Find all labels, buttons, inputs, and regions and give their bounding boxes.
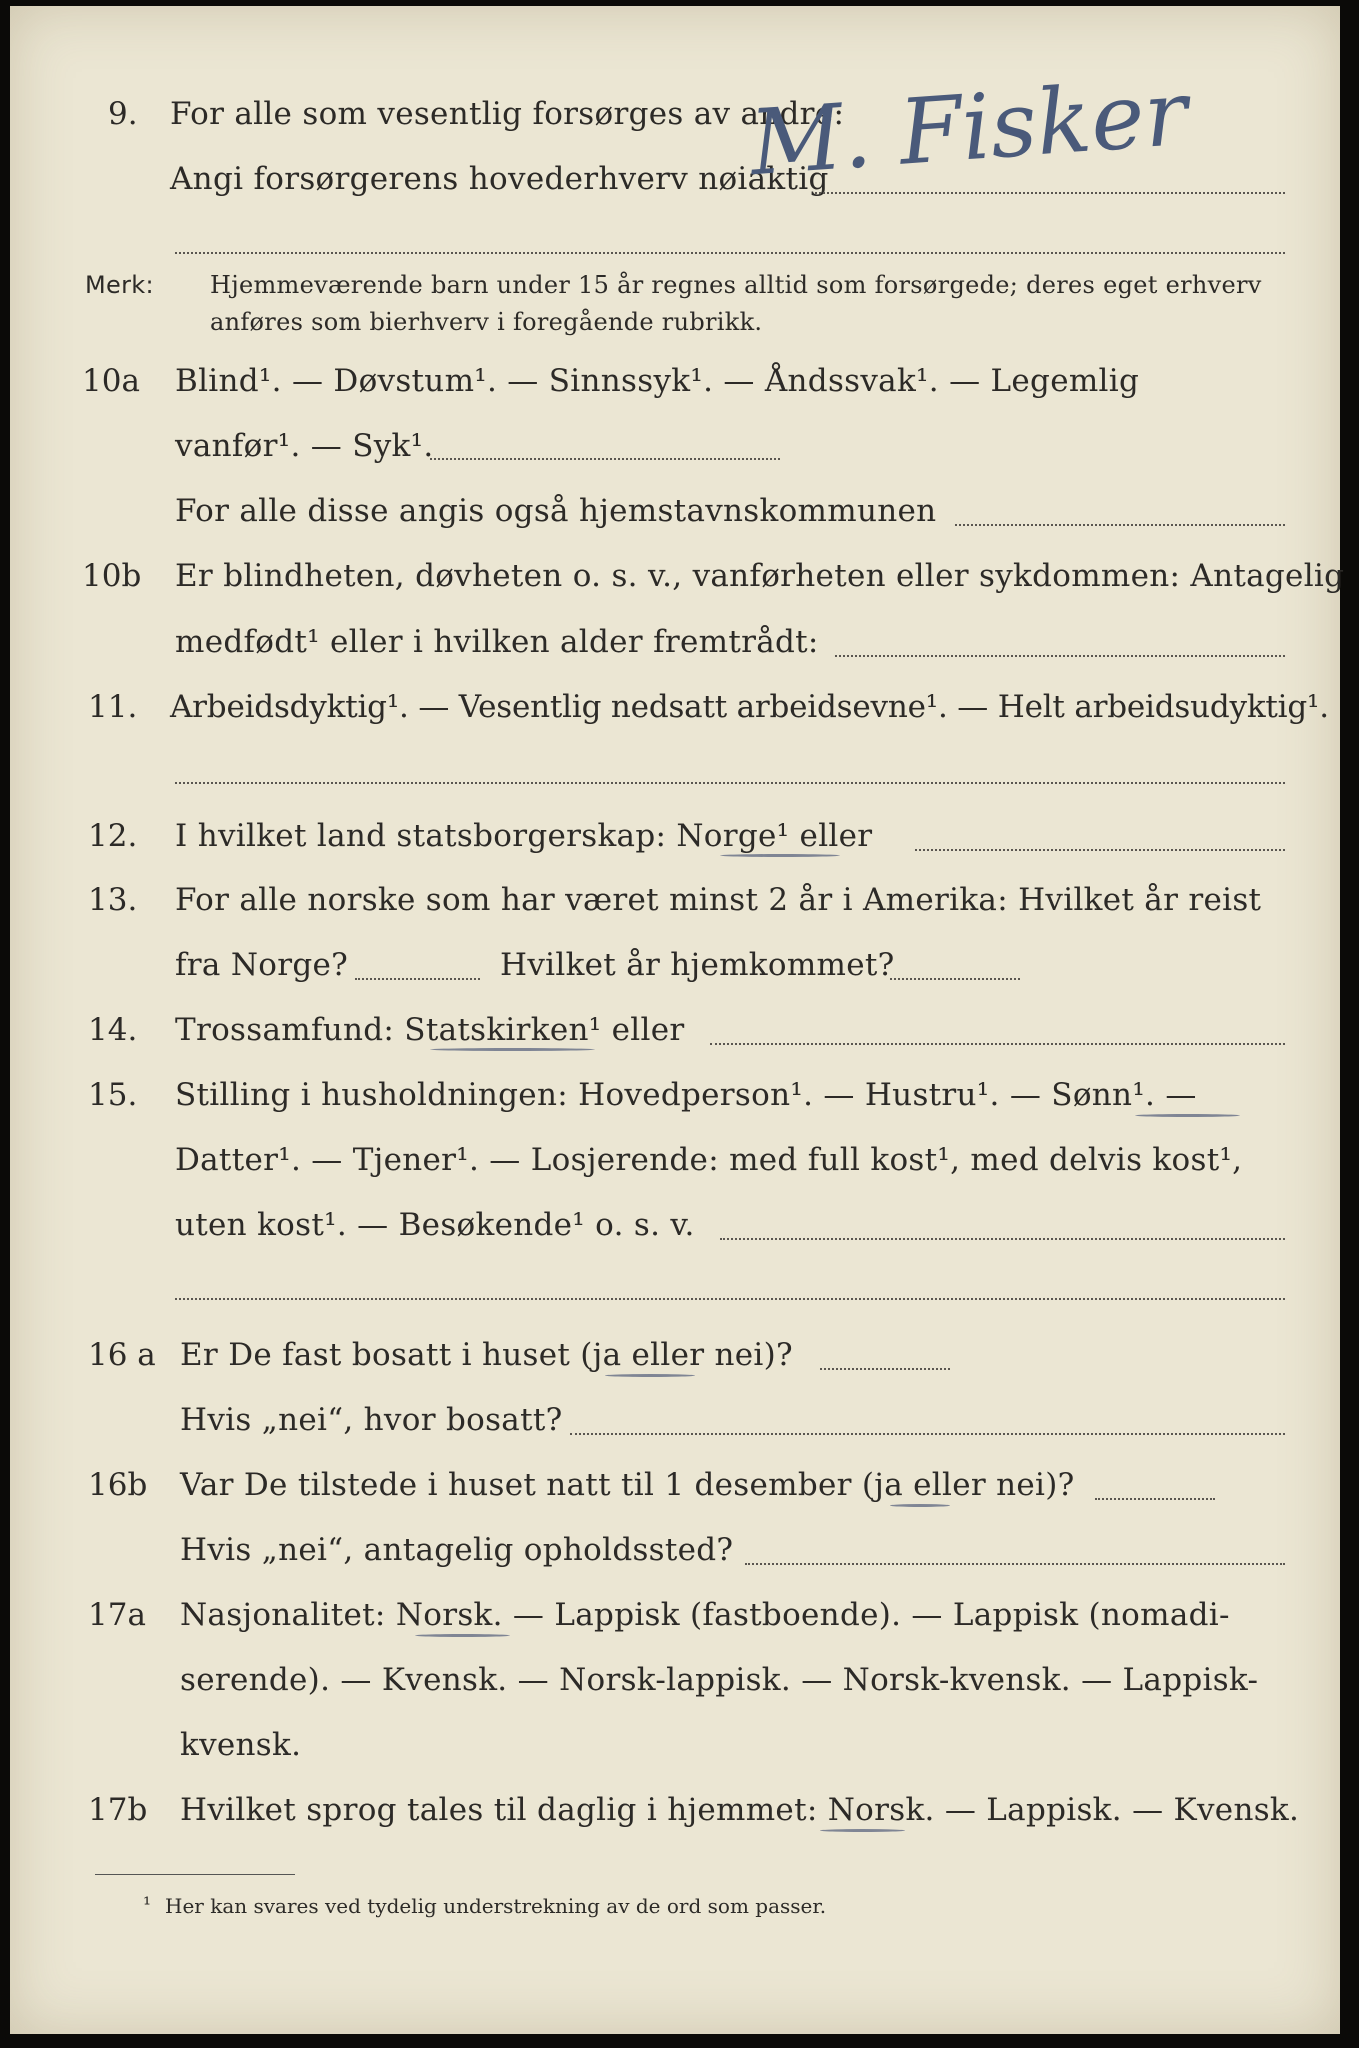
q10b-line2: medfødt¹ eller i hvilken alder fremtrådt: xyxy=(175,624,819,660)
q10a-line2: vanfør¹. — Syk¹. xyxy=(175,428,434,464)
q13-hjemkommet-dotted-line xyxy=(890,978,1020,980)
q15-sonn-underline xyxy=(1135,1114,1240,1117)
merk-line1: Hjemmeværende barn under 15 år regnes alltid som forsørgede; deres eget erhverv xyxy=(210,271,1262,299)
q11-line1: Arbeidsdyktig¹. — Vesentlig nedsatt arbeidsevne¹. — Helt arbeidsudyktig¹. xyxy=(170,689,1329,725)
q15-line3: uten kost¹. — Besøkende¹ o. s. v. xyxy=(175,1207,695,1243)
q17b-norsk-underline xyxy=(820,1829,905,1832)
q10b-dotted-line xyxy=(835,655,1285,657)
item-number-13: 13. xyxy=(88,882,138,918)
census-form-page xyxy=(10,6,1345,2034)
item-number-17a: 17a xyxy=(88,1597,146,1633)
item-number-15: 15. xyxy=(88,1077,138,1113)
q11-dotted-line xyxy=(175,782,1285,784)
q10a-line1: Blind¹. — Døvstum¹. — Sinnssyk¹. — Åndssvak¹. — Legemlig xyxy=(175,363,1140,399)
item-number-14: 14. xyxy=(88,1012,138,1048)
q17b-line1: Hvilket sprog tales til daglig i hjemmet: Norsk. — Lappisk. — Kvensk. xyxy=(180,1792,1300,1828)
q10a-line3: For alle disse angis også hjemstavnskommunen xyxy=(175,493,937,529)
q13-reist-dotted-line xyxy=(355,978,480,980)
q15-line2: Datter¹. — Tjener¹. — Losjerende: med full kost¹, med delvis kost¹, xyxy=(175,1142,1243,1178)
q16a-line1: Er De fast bosatt i huset (ja eller nei)? xyxy=(180,1337,793,1373)
q16b-line2: Hvis „nei“, antagelig opholdssted? xyxy=(180,1532,734,1568)
q16a-bosatt-dotted-line xyxy=(570,1433,1285,1435)
q16b-opholdssted-dotted-line xyxy=(745,1563,1285,1565)
q17a-line1: Nasjonalitet: Norsk. — Lappisk (fastboende). — Lappisk (nomadi- xyxy=(180,1597,1230,1633)
q10b-line1: Er blindheten, døvheten o. s. v., vanførheten eller sykdommen: Antagelig xyxy=(175,558,1345,594)
item-number-12: 12. xyxy=(88,818,138,854)
q17a-norsk-underline xyxy=(415,1634,510,1637)
q9-answer-dotted-line xyxy=(815,192,1285,194)
q13-line1: For alle norske som har været minst 2 år i Amerika: Hvilket år reist xyxy=(175,882,1262,918)
merk-line2: anføres som bierhverv i foregående rubrikk. xyxy=(210,308,763,336)
q12-norge-underline xyxy=(720,854,840,857)
q12-dotted-line xyxy=(915,849,1285,851)
q10a-hjemstavn-dotted-line xyxy=(955,524,1285,526)
q10a-syk-dotted-line xyxy=(430,458,780,460)
q16b-dotted-line xyxy=(1095,1498,1215,1500)
merk-label: Merk: xyxy=(85,271,154,299)
footnote-mark: ¹ xyxy=(143,1892,152,1916)
q17a-line2: serende). — Kvensk. — Norsk-lappisk. — Norsk-kvensk. — Lappisk- xyxy=(180,1662,1259,1698)
q17a-line3: kvensk. xyxy=(180,1727,302,1763)
q16a-dotted-line xyxy=(820,1368,950,1370)
q13-line2: fra Norge? xyxy=(175,947,349,983)
q12-line1: I hvilket land statsborgerskap: Norge¹ eller xyxy=(175,818,873,854)
q9-line2: Angi forsørgerens hovederhverv nøiaktig xyxy=(170,161,829,197)
item-number-10b: 10b xyxy=(82,558,142,594)
q16b-ja-underline xyxy=(890,1504,950,1507)
q14-line1: Trossamfund: Statskirken¹ eller xyxy=(175,1012,685,1048)
q9-line1: For alle som vesentlig forsørges av andre: xyxy=(170,96,845,132)
q15-line1: Stilling i husholdningen: Hovedperson¹. — Hustru¹. — Sønn¹. — xyxy=(175,1077,1197,1113)
footnote-rule xyxy=(95,1874,295,1875)
item-number-17b: 17b xyxy=(88,1792,148,1828)
item-number-9: 9. xyxy=(108,96,138,132)
q15-dotted-line xyxy=(720,1238,1285,1240)
q9-second-dotted-line xyxy=(175,252,1285,254)
item-number-16b: 16b xyxy=(88,1467,148,1503)
q14-statskirken-underline xyxy=(430,1048,595,1051)
q16a-ja-underline xyxy=(605,1374,695,1377)
q16a-line2: Hvis „nei“, hvor bosatt? xyxy=(180,1402,563,1438)
q16b-line1: Var De tilstede i huset natt til 1 desember (ja eller nei)? xyxy=(180,1467,1075,1503)
q9-handwritten-answer: M. Fisker xyxy=(746,60,1191,197)
footnote-text: Her kan svares ved tydelig understrekning av de ord som passer. xyxy=(165,1894,827,1918)
item-number-16a: 16 a xyxy=(88,1337,156,1373)
q14-dotted-line xyxy=(710,1043,1285,1045)
q15-second-dotted-line xyxy=(175,1298,1285,1300)
item-number-11: 11. xyxy=(88,689,138,725)
item-number-10a: 10a xyxy=(82,363,140,399)
q13-line2b: Hvilket år hjemkommet? xyxy=(500,947,895,983)
